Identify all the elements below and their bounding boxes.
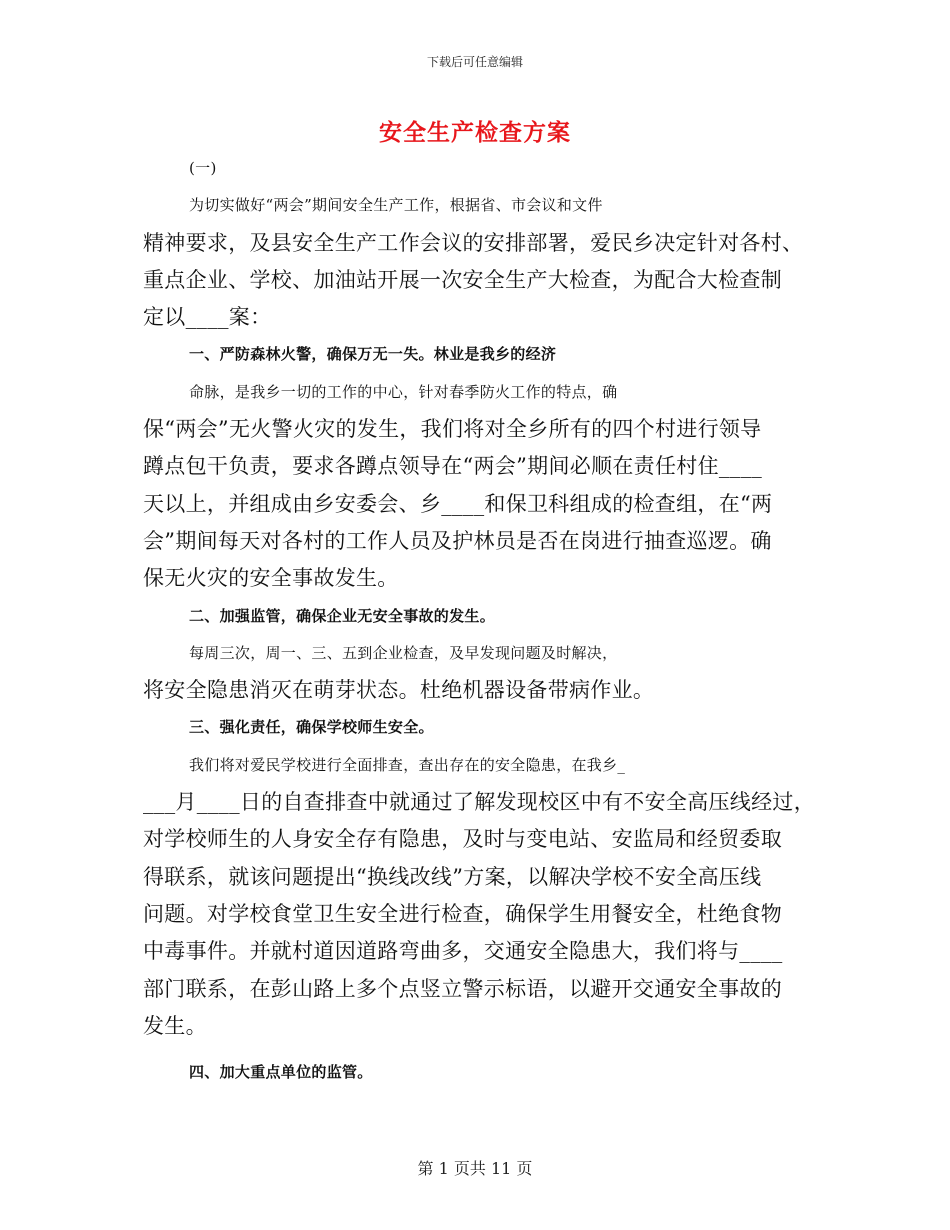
paragraph-line: 为切实做好“两会”期间安全生产工作，根据省、市会议和文件 [189, 196, 603, 215]
paragraph-line: 中毒事件。并就村道因道路弯曲多，交通安全隐患大，我们将与____ [143, 939, 783, 964]
paragraph-line: 我们将对爱民学校进行全面排查，查出存在的安全隐患，在我乡_ [189, 755, 626, 774]
paragraph-line: 命脉，是我乡一切的工作的中心，针对春季防火工作的特点，确 [189, 382, 618, 401]
spacer [143, 1045, 815, 1054]
section-heading: 三、强化责任，确保学校师生安全。 [189, 718, 434, 737]
paragraph-line: 重点企业、学校、加油站开展一次安全生产大检查，为配合大检查制 [143, 267, 782, 292]
section-heading: 四、加大重点单位的监管。 [189, 1063, 373, 1082]
section-marker: (一) [189, 159, 217, 177]
paragraph-line: 保无火灾的安全事故发生。 [143, 566, 399, 591]
paragraph-line: 保“两会”无火警火灾的发生，我们将对全乡所有的四个村进行领导 [143, 417, 762, 442]
paragraph-line: 精神要求，及县安全生产工作会议的安排部署，爱民乡决定针对各村、 [143, 230, 804, 255]
paragraph-line: 将安全隐患消灭在萌芽状态。杜绝机器设备带病作业。 [143, 678, 655, 703]
paragraph-line: 部门联系，在彭山路上多个点竖立警示标语，以避开交通安全事故的 [143, 976, 782, 1001]
section-heading: 二、加强监管，确保企业无安全事故的发生。 [189, 606, 496, 625]
paragraph-line: 得联系，就该问题提出“换线改线”方案，以解决学校不安全高压线 [143, 864, 762, 889]
page-footer: 第 1 页共 11 页 [417, 1159, 533, 1178]
paragraph-line: 会”期间每天对各村的工作人员及护林员是否在岗进行抽查巡逻。确 [143, 528, 772, 553]
section-heading: 一、严防森林火警，确保万无一失。林业是我乡的经济 [189, 345, 557, 364]
header-note: 下载后可任意编辑 [426, 55, 523, 69]
paragraph-line: ___月____日的自查排查中就通过了解发现校区中有不安全高压线经过， [143, 790, 815, 815]
paragraph-line: 问题。对学校食堂卫生安全进行检查，确保学生用餐安全，杜绝食物 [143, 901, 782, 926]
paragraph-line: 对学校师生的人身安全存有隐患，及时与变电站、安监局和经贸委取 [143, 827, 782, 852]
paragraph-line: 定以____案： [143, 305, 272, 330]
document-body [143, 150, 815, 1091]
paragraph-line: 天以上，并组成由乡安委会、乡____和保卫科组成的检查组，在“两 [143, 491, 773, 516]
paragraph-line: 蹲点包干负责，要求各蹲点领导在“两会”期间必顺在责任村住____ [143, 454, 763, 479]
paragraph-line: 发生。 [143, 1013, 207, 1038]
document-title: 安全生产检查方案 [379, 119, 571, 146]
paragraph-line: 每周三次，周一、三、五到企业检查，及早发现问题及时解决， [189, 643, 618, 662]
